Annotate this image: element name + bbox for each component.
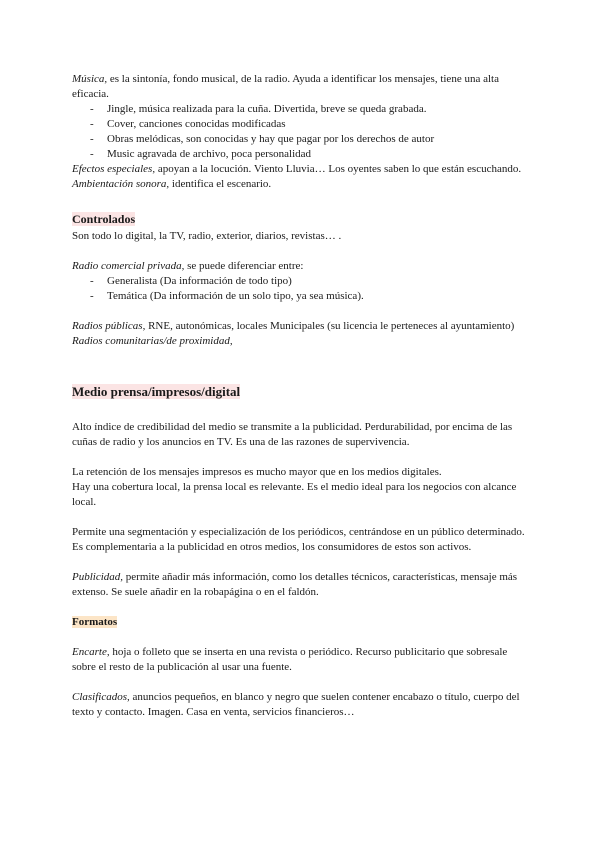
document-body [72, 72, 528, 720]
encarte-term: Encarte, [72, 646, 110, 658]
list-item: - Cover, canciones conocidas modificadas [90, 117, 528, 132]
spacer [72, 555, 528, 570]
spacer [72, 304, 528, 319]
prensa-paragraph-complementaria: Es complementaria a la publicidad en otros medios, los consumidores de estos son activos. [72, 541, 472, 553]
publicidad-term: Publicidad, [72, 571, 124, 583]
radios-comunitarias-paragraph [72, 334, 528, 349]
musica-list [72, 102, 528, 162]
spacer [72, 405, 528, 420]
formatos-heading: Formatos [72, 616, 118, 628]
spacer [72, 244, 528, 259]
controlados-heading: Controlados [72, 212, 136, 226]
spacer [72, 192, 528, 207]
radio-comercial-list [72, 274, 528, 304]
ambientacion-description: identifica el escenario. [169, 178, 272, 190]
list-item: - Jingle, música realizada para la cuña. Divertida, breve se queda grabada. [90, 102, 528, 117]
prensa-paragraph-segmentacion: Permite una segmentación y especialización de los periódicos, centrándose en un público determinado. [72, 526, 525, 538]
list-item: - Temática (Da información de un solo tipo, ya sea música). [90, 289, 528, 304]
prensa-paragraph-cobertura: Hay una cobertura local, la prensa local es relevante. Es el medio ideal para los negocios con alcance local. [72, 481, 517, 508]
spacer [72, 600, 528, 615]
spacer [72, 510, 528, 525]
publicidad-paragraph [72, 570, 528, 600]
list-item: - Obras melódicas, son conocidas y hay que pagar por los derechos de autor [90, 132, 528, 147]
musica-paragraph [72, 72, 528, 102]
clasificados-term: Clasificados, [72, 691, 130, 703]
ambientacion-term: Ambientación sonora, [72, 178, 170, 190]
spacer [72, 675, 528, 690]
ambientacion-paragraph [72, 177, 528, 192]
radio-comercial-paragraph [72, 259, 528, 274]
list-item: - Music agravada de archivo, poca personalidad [90, 147, 528, 162]
efectos-description: apoyan a la locución. Viento Lluvia… Los oyentes saben lo que están escuchando. [155, 163, 522, 175]
publicidad-description: permite añadir más información, como los detalles técnicos, características, mensaje más extenso. Se suele añadir en la robapágina o en el faldón. [72, 571, 518, 598]
efectos-term: Efectos especiales, [72, 163, 156, 175]
spacer [72, 450, 528, 465]
controlados-text: Son todo lo digital, la TV, radio, exterior, diarios, revistas… . [72, 230, 342, 242]
spacer [72, 349, 528, 364]
efectos-paragraph [72, 162, 528, 177]
radio-comercial-term: Radio comercial privada, [72, 260, 185, 272]
musica-description: es la sintonía, fondo musical, de la radio. Ayuda a identificar los mensajes, tiene una alta eficacia. [72, 73, 499, 100]
encarte-paragraph [72, 645, 528, 675]
prensa-paragraph-credibilidad: Alto índice de credibilidad del medio se transmite a la publicidad. Perdurabilidad, por encima de las cuñas de radio y los anuncios en TV. Es una de las razones de supervivencia. [72, 421, 513, 448]
radio-comercial-description: se puede diferenciar entre: [184, 260, 304, 272]
radios-publicas-paragraph [72, 319, 528, 334]
spacer [72, 630, 528, 645]
prensa-paragraph-retencion: La retención de los mensajes impresos es mucho mayor que en los medios digitales. [72, 466, 442, 478]
musica-term: Música, [72, 73, 108, 85]
radios-publicas-description: RNE, autonómicas, locales Municipales (su licencia le perteneces al ayuntamiento) [145, 320, 515, 332]
radios-comunitarias-term: Radios comunitarias/de proximidad, [72, 335, 233, 347]
clasificados-description: anuncios pequeños, en blanco y negro que suelen contener encabazo o título, cuerpo del texto y contacto. Imagen. Casa en venta, servicios financieros… [72, 691, 520, 718]
radios-publicas-term: Radios públicas, [72, 320, 146, 332]
spacer [72, 364, 528, 379]
medio-prensa-heading: Medio prensa/impresos/digital [72, 384, 241, 399]
list-item: - Generalista (Da información de todo tipo) [90, 274, 528, 289]
clasificados-paragraph [72, 690, 528, 720]
encarte-description: hoja o folleto que se inserta en una revista o periódico. Recurso publicitario que sobresale sobre el resto de la publicación al usar una fuente. [72, 646, 508, 673]
